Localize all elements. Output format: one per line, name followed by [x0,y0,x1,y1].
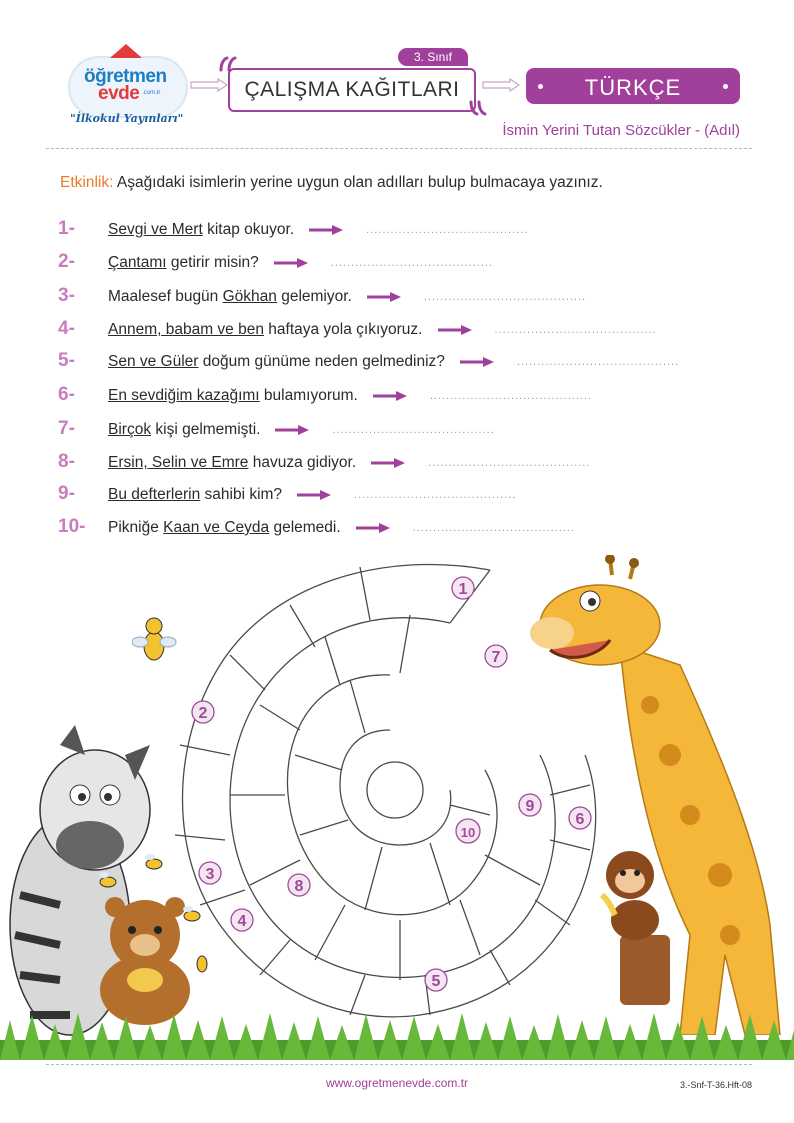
puzzle-number-8: 8 [294,878,304,895]
question-row [58,451,590,475]
publisher-logo [62,38,190,130]
divider [46,148,752,149]
footer-divider [46,1064,752,1065]
answer-blank[interactable]: ........................................ [354,488,517,501]
bee-icon [192,950,212,976]
question-text [108,387,358,404]
puzzle-number-6: 6 [575,811,585,828]
arrow-right-icon [273,257,309,269]
answer-blank[interactable]: ........................................ [516,355,680,368]
page-title: ÇALIŞMA KAĞITLARI [244,78,460,101]
answer-blank[interactable]: ........................................ [423,290,587,303]
arrow-right-icon [372,390,408,402]
subject-label: TÜRKÇE [584,75,682,100]
question-text [108,519,341,536]
title-box [228,68,476,112]
underlined-noun: Birçok [108,421,152,438]
bee-icon [140,852,168,872]
underlined-noun: Kaan ve Ceyda [163,519,270,536]
house-icon [110,44,142,58]
instruction-text: Aşağıdaki isimlerin yerine uygun olan adılları bulup bulmacaya yazınız. [113,174,603,191]
arrow-right-icon [370,457,406,469]
question-text-after: gelemiyor. [276,288,352,305]
monkey-illustration [590,845,680,1005]
arrow-right-icon [459,356,495,368]
question-text [108,353,445,370]
footer-code: 3.-Snf-T-36.Hft-08 [679,1080,752,1090]
logo-domain: .com.tr [142,90,161,96]
answer-blank[interactable]: ........................................ [428,456,591,469]
question-text [108,288,352,305]
logo-text-bottom: evde [98,83,140,104]
answer-blank[interactable]: ........................................ [332,423,495,436]
question-text [108,254,259,271]
underlined-noun: Gökhan [222,288,277,305]
underlined-noun: Ersin, Selin ve Emre [108,454,249,471]
grass-decoration [0,1010,794,1060]
puzzle-number-2: 2 [198,705,208,722]
question-text [108,421,260,438]
answer-blank[interactable]: ........................................ [494,323,657,336]
answer-blank[interactable]: ........................................ [429,389,593,402]
question-text-after: getirir misin? [166,254,259,271]
arrow-right-icon [437,324,473,336]
question-row [58,285,586,309]
puzzle-number-5: 5 [431,973,441,990]
puzzle-number-4: 4 [237,913,247,930]
underlined-noun: Sen ve Güler [108,353,199,370]
question-row [58,483,516,507]
question-row [58,516,575,540]
question-number: 6- [58,384,75,405]
question-text-after: sahibi kim? [200,486,283,503]
question-text-after: kitap okuyor. [202,221,295,238]
arrow-right-icon [274,424,310,436]
question-number: 8- [58,451,75,472]
question-number: 5- [58,350,75,371]
question-text-after: bulamıyorum. [259,387,358,404]
puzzle-number-10: 10 [460,825,476,840]
arrow-outline-icon [190,78,228,92]
close-quote-icon [468,100,488,118]
subject-box [526,68,740,104]
logo-subtitle: "İlkokul Yayınları" [70,112,184,125]
answer-blank[interactable]: ........................................ [366,223,529,236]
underlined-noun: Annem, babam ve ben [108,321,264,338]
question-text [108,486,282,503]
question-text-before: Pikniğe [108,519,164,536]
question-text-after: havuza gidiyor. [248,454,357,471]
question-number: 9- [58,483,75,504]
puzzle-number-9: 9 [525,798,535,815]
instruction [60,174,603,192]
question-row [58,418,495,442]
question-text-after: haftaya yola çıkıyoruz. [263,321,423,338]
question-number: 1- [58,218,75,239]
bullet-icon [723,84,728,89]
arrow-right-icon [366,291,402,303]
question-row [58,384,592,408]
underlined-noun: En sevdiğim kazağımı [108,387,260,404]
bee-icon [132,612,177,670]
question-number: 7- [58,418,75,439]
question-text [108,454,356,471]
question-row [58,251,493,275]
underlined-noun: Bu defterlerin [108,486,201,503]
question-text-after: doğum günüme neden gelmediniz? [198,353,445,370]
underlined-noun: Çantamı [108,254,167,271]
open-quote-icon [218,54,238,72]
arrow-right-icon [355,522,391,534]
question-text-after: kişi gelmemişti. [151,421,261,438]
question-number: 2- [58,251,75,272]
bee-icon [178,904,206,924]
question-number: 4- [58,318,75,339]
question-row [58,318,657,342]
question-text-before: Maalesef bugün [108,288,223,305]
answer-blank[interactable]: ........................................ [412,521,575,534]
instruction-label: Etkinlik: [60,174,114,191]
puzzle-number-1: 1 [458,581,468,598]
question-text [108,321,423,338]
puzzle-number-3: 3 [205,866,215,883]
question-row [58,218,528,242]
answer-blank[interactable]: ........................................ [330,256,494,269]
footer-url[interactable]: www.ogretmenevde.com.tr [325,1076,469,1090]
arrow-outline-icon [482,78,520,92]
underlined-noun: Sevgi ve Mert [108,221,203,238]
arrow-right-icon [296,489,332,501]
logo-text-top: öğretmen [84,66,167,87]
question-number: 3- [58,285,75,306]
puzzle-number-7: 7 [491,649,501,666]
question-text [108,221,294,238]
question-text-after: gelemedi. [269,519,341,536]
arrow-right-icon [308,224,344,236]
question-number: 10- [58,516,86,537]
question-row [58,350,679,374]
topic-title: İsmin Yerini Tutan Sözcükler - (Adıl) [502,122,740,139]
grade-tag: 3. Sınıf [398,48,468,66]
bee-icon [94,870,122,890]
